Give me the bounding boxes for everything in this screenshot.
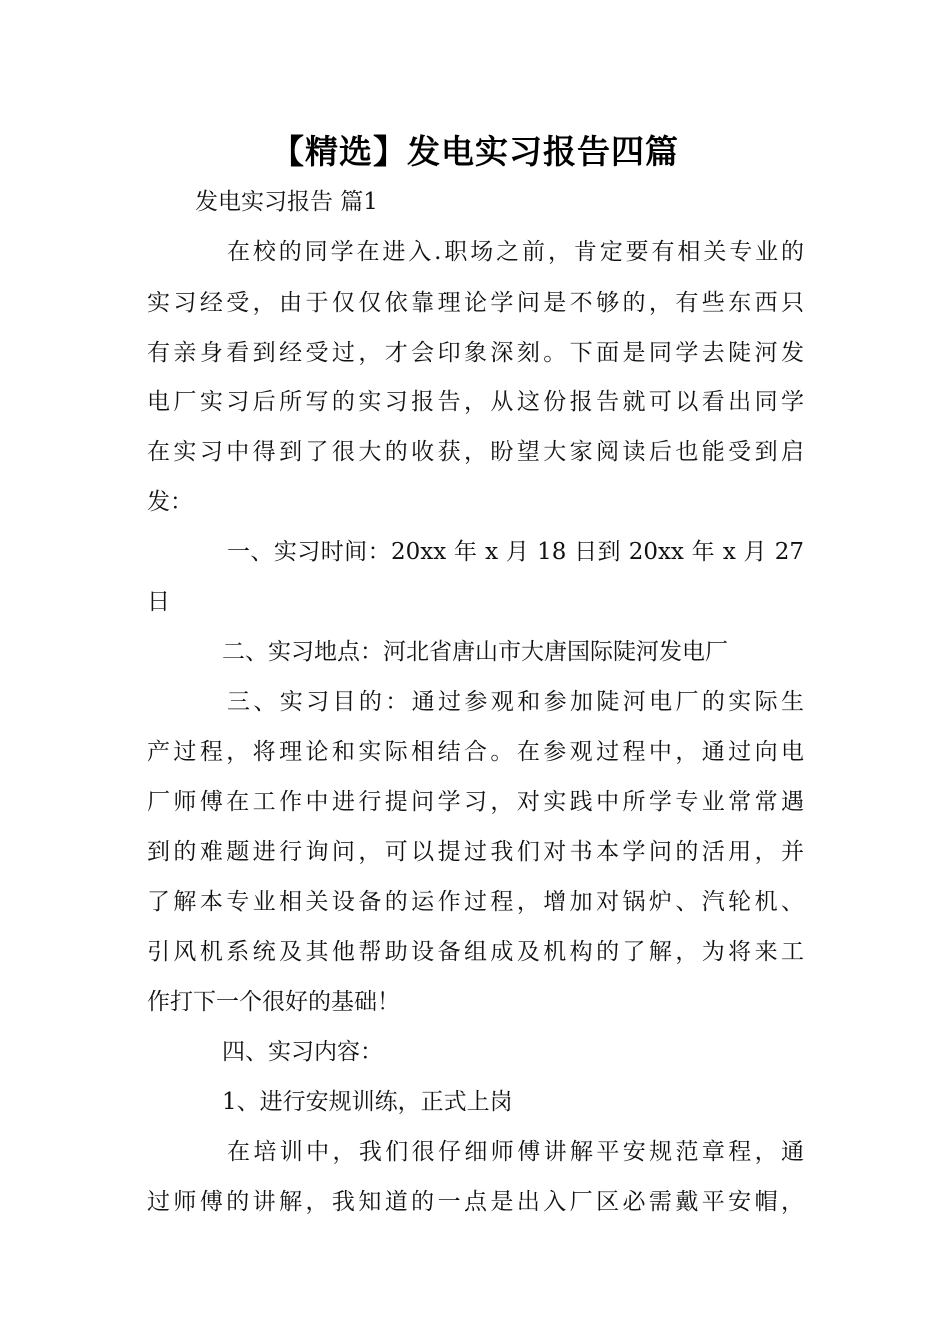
paragraph-line: 1、进行安规训练，正式上岗 — [222, 1089, 513, 1115]
paragraph-line: 作打下一个很好的基础！ — [147, 989, 400, 1015]
paragraph-line: 实习经受，由于仅仅依靠理论学问是不够的，有些东西只 — [147, 290, 804, 316]
paragraph-line: 在实习中得到了很大的收获，盼望大家阅读后也能受到启 — [147, 439, 804, 465]
paragraph-line: 电厂实习后所写的实习报告，从这份报告就可以看出同学 — [147, 389, 804, 415]
paragraph-line: 一、实习时间：20xx 年 x 月 18 日到 20xx 年 x 月 27 — [227, 539, 804, 565]
paragraph-line: 产过程，将理论和实际相结合。在参观过程中，通过向电 — [147, 739, 804, 765]
section-subtitle: 发电实习报告 篇1 — [195, 189, 378, 215]
paragraph-line: 发： — [147, 489, 193, 515]
paragraph-line: 了解本专业相关设备的运作过程，增加对锅炉、汽轮机、 — [147, 889, 804, 915]
paragraph-line: 四、实习内容： — [222, 1039, 383, 1065]
paragraph-line: 在培训中，我们很仔细师傅讲解平安规范章程，通 — [227, 1139, 804, 1165]
paragraph-line: 有亲身看到经受过，才会印象深刻。下面是同学去陡河发 — [147, 340, 804, 366]
paragraph-line: 日 — [147, 589, 170, 615]
paragraph-line: 到的难题进行询问，可以提过我们对书本学问的活用，并 — [147, 839, 804, 865]
paragraph-line: 二、实习地点：河北省唐山市大唐国际陡河发电厂 — [222, 639, 728, 665]
paragraph-line: 在校的同学在进入.职场之前，肯定要有相关专业的 — [227, 239, 804, 265]
paragraph-line: 引风机系统及其他帮助设备组成及机构的了解，为将来工 — [147, 939, 804, 965]
paragraph-line: 过师傅的讲解，我知道的一点是出入厂区必需戴平安帽， — [147, 1189, 804, 1215]
paragraph-line: 三、实习目的：通过参观和参加陡河电厂的实际生 — [227, 689, 804, 715]
document-title: 【精选】发电实习报告四篇 — [271, 132, 679, 171]
paragraph-line: 厂师傅在工作中进行提问学习，对实践中所学专业常常遇 — [147, 789, 804, 815]
